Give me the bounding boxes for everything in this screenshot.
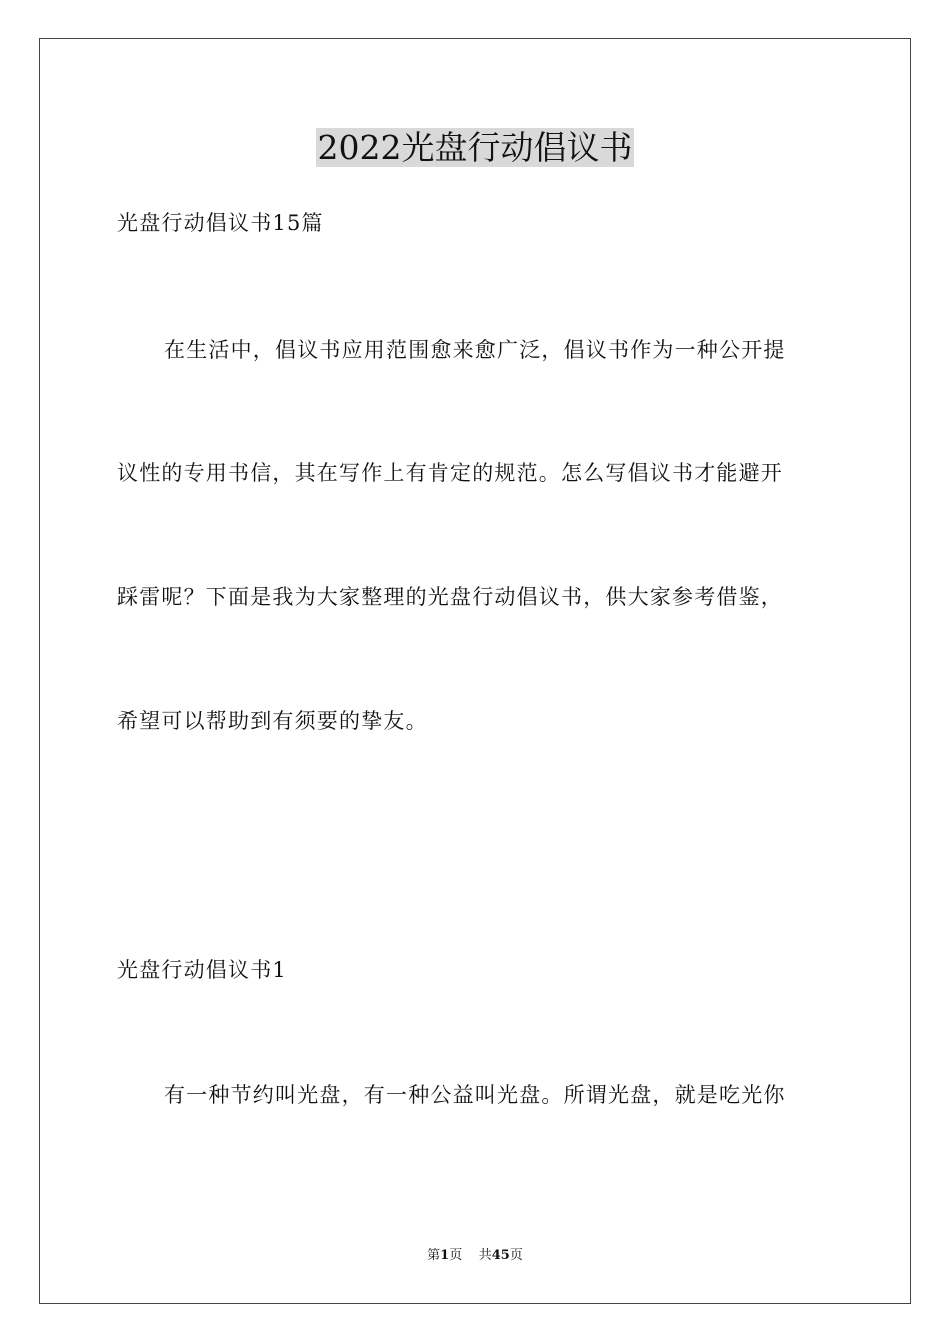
page-footer — [0, 1247, 950, 1265]
section-heading: 光盘行动倡议书1 — [117, 958, 287, 982]
section-line-1: 有一种节约叫光盘，有一种公益叫光盘。所谓光盘，就是吃光你 — [164, 1083, 786, 1107]
intro-line-4: 希望可以帮助到有须要的挚友。 — [117, 709, 428, 733]
footer-page-suffix: 页 — [449, 1248, 463, 1263]
document-subtitle: 光盘行动倡议书15篇 — [117, 211, 324, 235]
footer-total-pages: 45 — [491, 1248, 510, 1263]
intro-line-1: 在生活中，倡议书应用范围愈来愈广泛，倡议书作为一种公开提 — [164, 338, 786, 362]
intro-line-3: 踩雷呢？下面是我为大家整理的光盘行动倡议书，供大家参考借鉴， — [117, 585, 783, 609]
footer-total-suffix: 页 — [509, 1248, 523, 1263]
intro-line-2: 议性的专用书信，其在写作上有肯定的规范。怎么写倡议书才能避开 — [117, 461, 783, 485]
footer-total-prefix: 共 — [478, 1248, 492, 1263]
footer-page-prefix: 第 — [427, 1248, 441, 1263]
footer-page-number: 1 — [440, 1248, 450, 1263]
document-title — [0, 125, 950, 171]
document-title-text: 2022光盘行动倡议书 — [317, 128, 633, 167]
